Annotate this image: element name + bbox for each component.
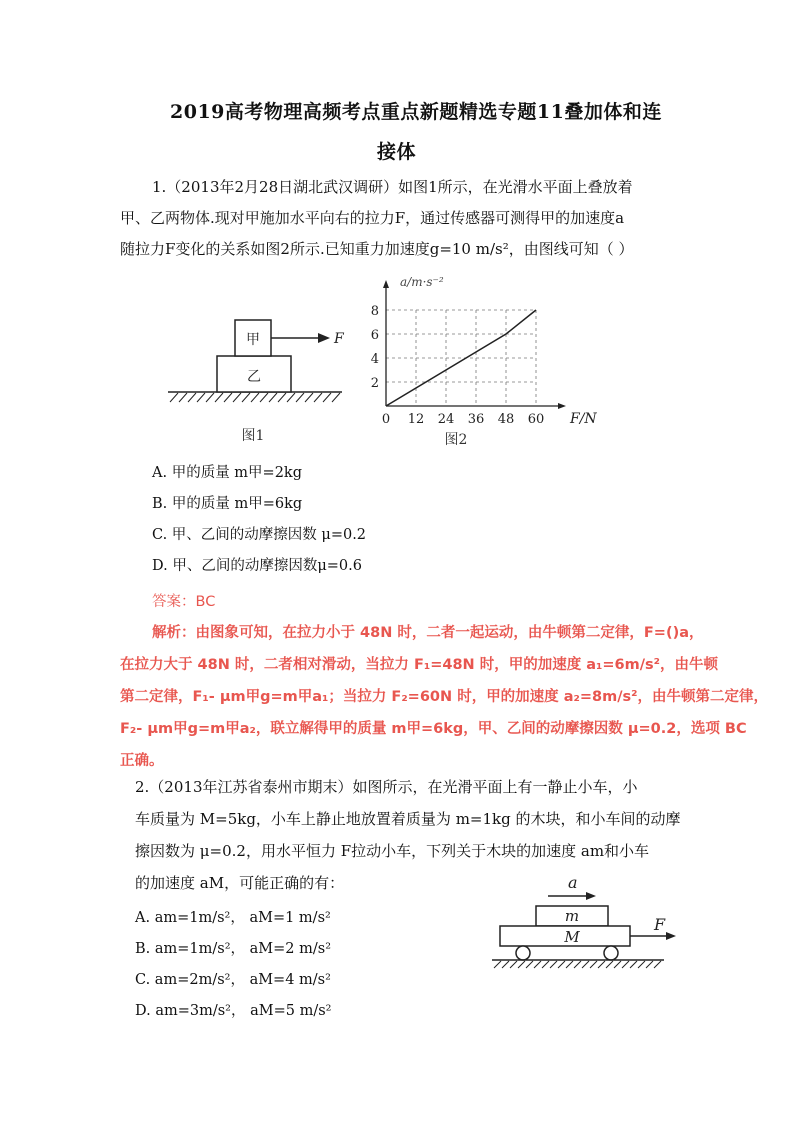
x-tick-label: 36 bbox=[467, 412, 485, 427]
y-tick-label: 8 bbox=[370, 304, 379, 319]
accel-label: a bbox=[568, 873, 578, 892]
x-tick-label: 24 bbox=[437, 412, 455, 427]
q2-stem-line1: 2.（2013年江苏省泰州市期末）如图所示，在光滑平面上有一静止小车，小 bbox=[135, 778, 638, 796]
x-tick-label: 0 bbox=[381, 412, 391, 427]
q1-stem-line3: 随拉力F变化的关系如图2所示.已知重力加速度g=10 m/s²，由图线可知（ ） bbox=[120, 240, 634, 258]
y-axis-arrow bbox=[383, 280, 389, 288]
q1-option-b[interactable]: B. 甲的质量 m甲=6kg bbox=[152, 496, 303, 512]
q1-option-c[interactable]: C. 甲、乙间的动摩擦因数 μ=0.2 bbox=[152, 527, 367, 543]
x-tick-label: 12 bbox=[407, 412, 425, 427]
figure-q2-cart bbox=[488, 870, 688, 970]
wheel-right bbox=[604, 946, 618, 960]
q1-stem-line2: 甲、乙两物体.现对甲施加水平向右的拉力F，通过传感器可测得甲的加速度a bbox=[120, 209, 625, 227]
q1-analysis-line4: F₂- μm甲g=m甲a₂，联立解得甲的质量 m甲=6kg，甲、乙间的动摩擦因数 μ=0.2，选项 BC bbox=[120, 721, 747, 737]
y-tick-label: 6 bbox=[370, 328, 379, 343]
block-yi-label: 乙 bbox=[247, 369, 261, 385]
x-tick-label: 60 bbox=[527, 412, 545, 427]
x-axis-arrow bbox=[558, 403, 566, 409]
page-title-line2: 接体 bbox=[377, 141, 417, 163]
figure-1-blocks bbox=[160, 310, 360, 450]
q1-analysis-line1: 解析：由图象可知，在拉力小于 48N 时，二者一起运动，由牛顿第二定律，F=()a， bbox=[152, 625, 704, 641]
figure-2-caption: 图2 bbox=[444, 432, 468, 448]
figure-1-caption: 图1 bbox=[241, 428, 265, 444]
q2-option-a[interactable]: A. am=1m/s²， aM=1 m/s² bbox=[135, 910, 331, 926]
pull-force-label: F bbox=[654, 915, 666, 934]
accel-arrow-head bbox=[586, 892, 596, 900]
pull-arrow-head bbox=[666, 932, 676, 940]
q1-analysis-line2: 在拉力大于 48N 时，二者相对滑动，当拉力 F₁=48N 时，甲的加速度 a₁=6m/s²，由牛顿 bbox=[120, 657, 719, 673]
force-arrow-head bbox=[318, 333, 330, 343]
x-axis-label: F/N bbox=[570, 411, 597, 427]
page-title: 2019高考物理高频考点重点新题精选专题11叠加体和连 bbox=[170, 101, 662, 123]
y-tick-label: 4 bbox=[370, 352, 379, 367]
cart-M-label: M bbox=[564, 928, 580, 946]
q2-option-c[interactable]: C. am=2m/s²， aM=4 m/s² bbox=[135, 972, 331, 988]
y-tick-label: 2 bbox=[370, 376, 379, 391]
y-axis-label: a/m·s⁻² bbox=[400, 275, 444, 289]
q1-stem-line1: 1.（2013年2月28日湖北武汉调研）如图1所示，在光滑水平面上叠放着 bbox=[152, 178, 633, 196]
force-label: F bbox=[334, 331, 344, 347]
q2-option-b[interactable]: B. am=1m/s²， aM=2 m/s² bbox=[135, 941, 332, 957]
q2-option-d[interactable]: D. am=3m/s²， aM=5 m/s² bbox=[135, 1003, 332, 1019]
q1-analysis-line5: 正确。 bbox=[120, 753, 164, 769]
block-jia-label: 甲 bbox=[246, 332, 260, 348]
x-tick-label: 48 bbox=[497, 412, 515, 427]
q2-stem-line4: 的加速度 aM，可能正确的有： bbox=[135, 874, 345, 892]
q2-stem-line2: 车质量为 M=5kg，小车上静止地放置着质量为 m=1kg 的木块，和小车间的动摩 bbox=[135, 810, 681, 828]
q1-analysis-line3: 第二定律，F₁- μm甲g=m甲a₁；当拉力 F₂=60N 时，甲的加速度 a₂=8m/s²，由牛顿第二定律， bbox=[120, 689, 768, 705]
q1-answer: 答案：BC bbox=[152, 594, 216, 610]
block-m-label: m bbox=[564, 907, 580, 925]
figure-2-chart bbox=[360, 270, 597, 450]
wheel-left bbox=[516, 946, 530, 960]
q2-stem-line3: 擦因数为 μ=0.2，用水平恒力 F拉动小车，下列关于木块的加速度 am和小车 bbox=[135, 842, 650, 860]
q1-option-a[interactable]: A. 甲的质量 m甲=2kg bbox=[152, 465, 302, 481]
q1-option-d[interactable]: D. 甲、乙间的动摩擦因数μ=0.6 bbox=[152, 558, 362, 574]
